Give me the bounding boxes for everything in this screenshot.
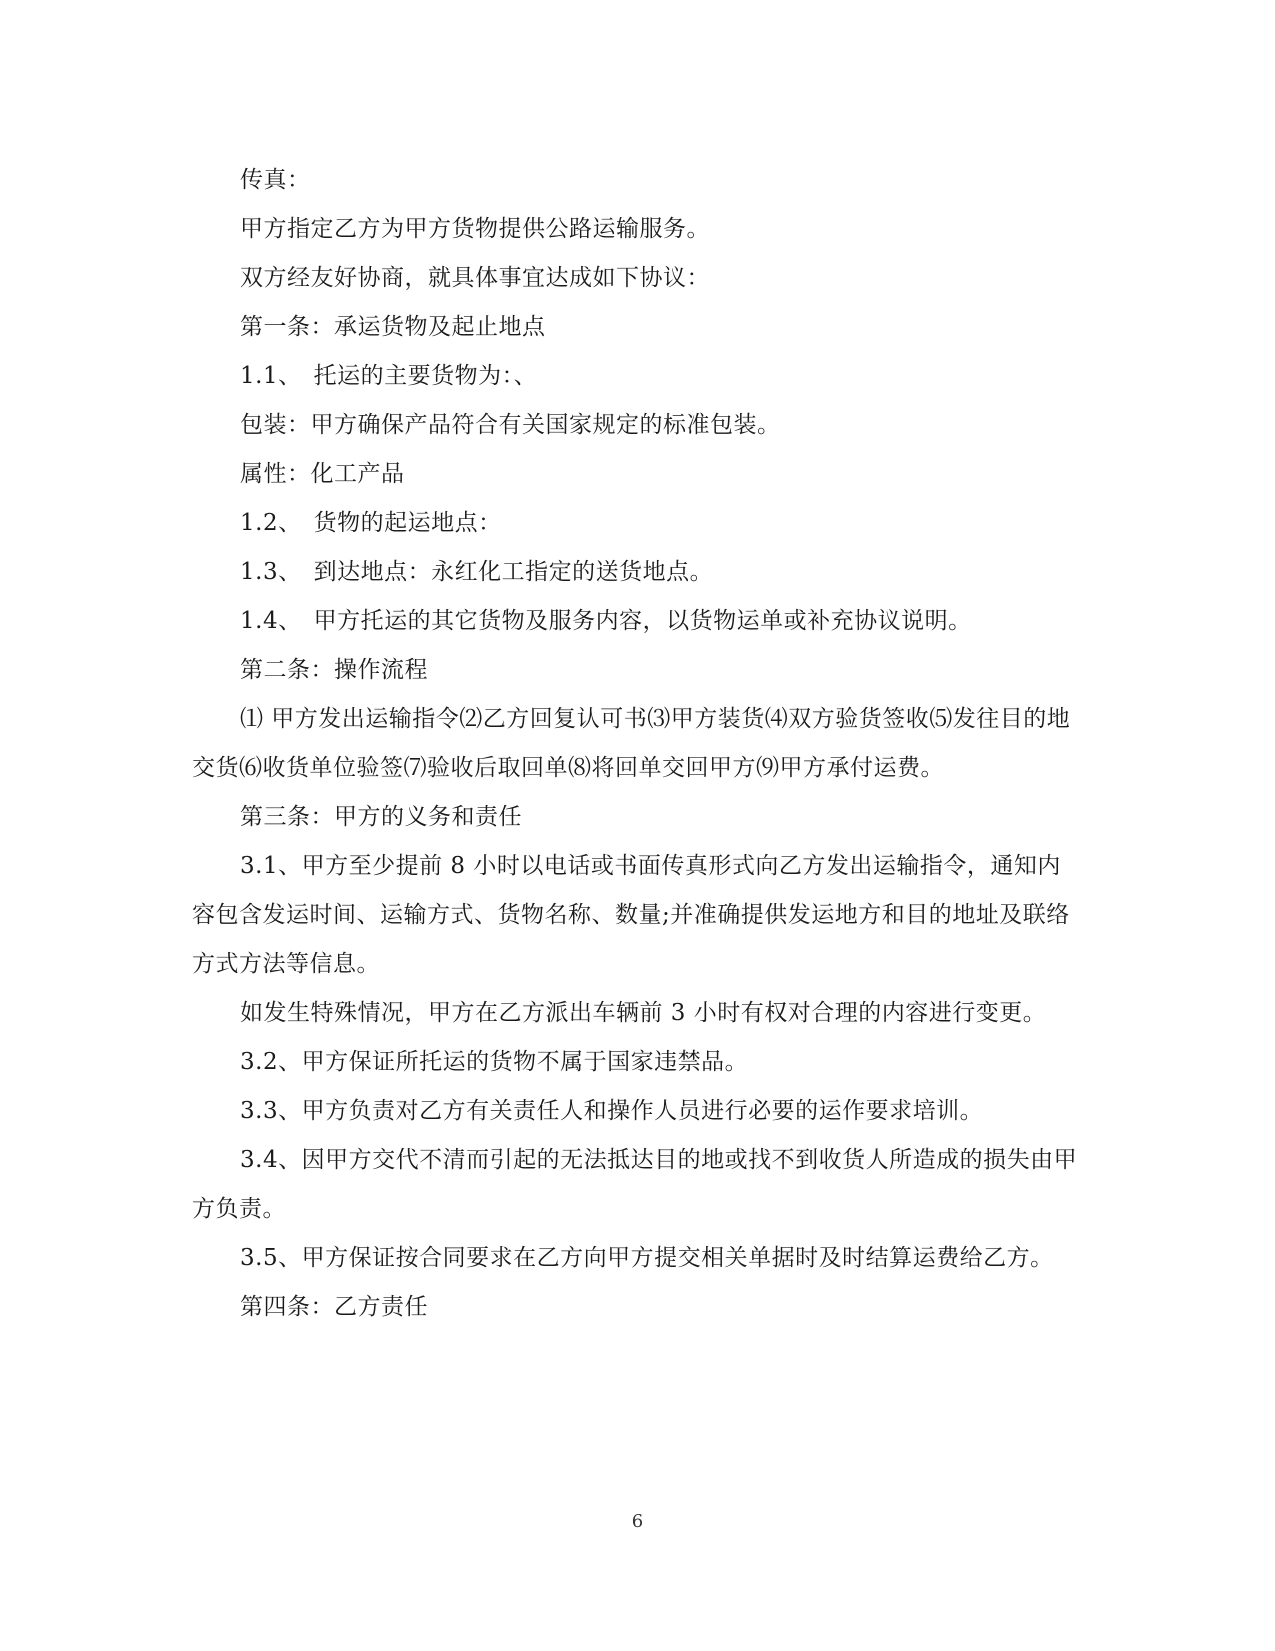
article-2-heading: 第二条：操作流程 [240,657,428,683]
clause-1-4: 1.4、 甲方托运的其它货物及服务内容，以货物运单或补充协议说明。 [240,608,972,634]
clause-1-2: 1.2、 货物的起运地点： [240,510,502,536]
clause-packaging: 包装：甲方确保产品符合有关国家规定的标准包装。 [240,412,781,438]
clause-3-5: 3.5、甲方保证按合同要求在乙方向甲方提交相关单据时及时结算运费给乙方。 [240,1245,1054,1271]
article-3-heading: 第三条：甲方的义务和责任 [240,804,522,830]
paragraph-appointment: 甲方指定乙方为甲方货物提供公路运输服务。 [240,216,710,242]
page-number: 6 [631,1511,644,1532]
clause-1-1: 1.1、 托运的主要货物为：、 [240,363,538,389]
article-4-heading: 第四条：乙方责任 [240,1294,428,1320]
document-body [192,156,1082,1332]
clause-1-3: 1.3、 到达地点：永红化工指定的送货地点。 [240,559,714,585]
clause-3-3: 3.3、甲方负责对乙方有关责任人和操作人员进行必要的运作要求培训。 [240,1098,984,1124]
article-1-heading: 第一条：承运货物及起止地点 [240,314,546,340]
clause-property: 属性：化工产品 [240,461,405,487]
clause-process: ⑴ 甲方发出运输指令⑵乙方回复认可书⑶甲方装货⑷双方验货签收⑸发往目的地交货⑹收货单位验签⑺验收后取回单⑻将回单交回甲方⑼甲方承付运费。 [192,706,1071,781]
paragraph-fax: 传真： [240,167,311,193]
clause-3-4: 3.4、因甲方交代不清而引起的无法抵达目的地或找不到收货人所造成的损失由甲方负责。 [192,1147,1078,1222]
clause-3-1: 3.1、甲方至少提前 8 小时以电话或书面传真形式向乙方发出运输指令，通知内容包含发运时间、运输方式、货物名称、数量;并准确提供发运地方和目的地址及联络方式方法等信息。 [192,853,1070,977]
clause-3-2: 3.2、甲方保证所托运的货物不属于国家违禁品。 [240,1049,749,1075]
paragraph-agreement: 双方经友好协商，就具体事宜达成如下协议： [240,265,710,291]
clause-special-case: 如发生特殊情况，甲方在乙方派出车辆前 3 小时有权对合理的内容进行变更。 [240,1000,1047,1026]
